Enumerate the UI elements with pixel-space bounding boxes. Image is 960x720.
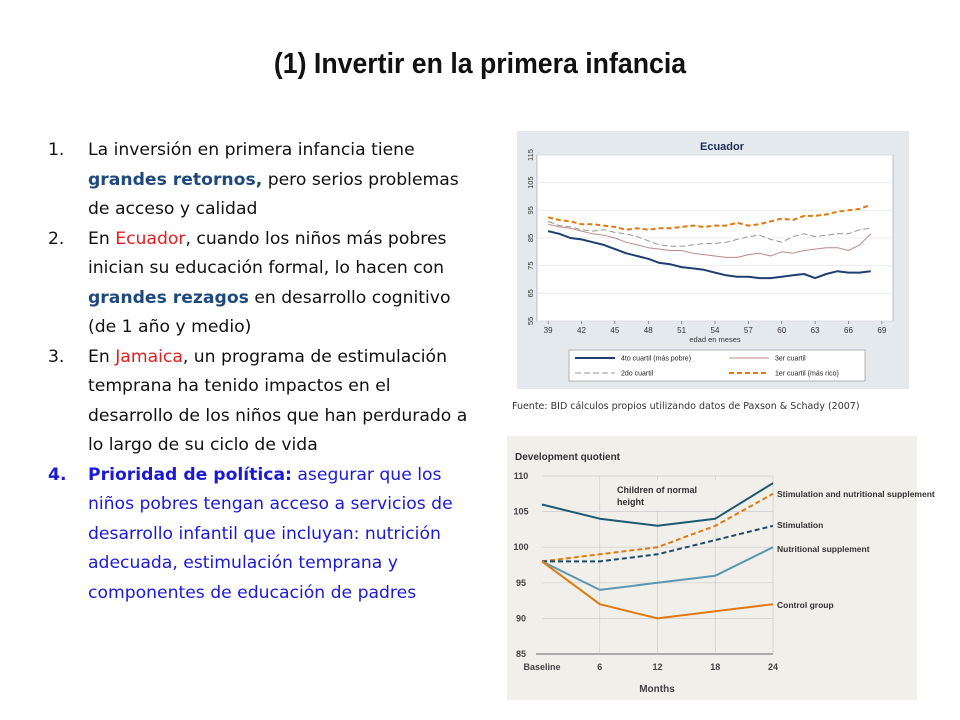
x-tick-label: 48 (643, 326, 653, 335)
x-tick-label: Baseline (523, 662, 561, 672)
x-tick-label: 12 (652, 662, 663, 672)
bullet-text: La inversión en primera infancia tiene (88, 140, 415, 160)
legend-label: 4to cuartil (más pobre) (621, 355, 692, 363)
legend-label: 1er cuartil (más rico) (775, 370, 839, 378)
bullet-text: en desarrollo cognitivo (de 1 año y medio) (88, 287, 451, 337)
chart-background (507, 436, 917, 700)
series-label: Stimulation (777, 520, 824, 530)
y-tick-label: 105 (525, 176, 535, 189)
bullet-item (48, 136, 478, 225)
x-tick-label: 51 (677, 326, 687, 335)
y-tick-label: 55 (525, 316, 535, 326)
legend-label: 3er cuartil (775, 355, 806, 363)
bullet-number: 1. (48, 140, 65, 160)
bullet-number: 4. (48, 464, 67, 485)
x-tick-label: 63 (810, 326, 820, 335)
y-tick-label: 105 (513, 506, 529, 517)
bullet-text: Prioridad de política: (88, 464, 292, 485)
y-tick-label: 65 (525, 289, 535, 298)
bullet-text: Ecuador (115, 228, 186, 249)
bullet-text: En (88, 346, 116, 367)
series-label: Nutritional supplement (777, 544, 870, 554)
bullet-item (48, 225, 478, 343)
x-tick-label: 60 (777, 326, 787, 335)
y-tick-label: 90 (515, 613, 527, 624)
bullet-text: grandes retornos, (88, 169, 263, 190)
bullet-text: grandes rezagos (88, 287, 249, 308)
x-tick-label: 69 (877, 326, 887, 335)
x-tick-label: 24 (767, 662, 779, 672)
y-tick-label: 115 (525, 149, 535, 161)
source-note: Fuente: BID cálculos propios utilizando datos de Paxson & Schady (2007) (512, 401, 860, 412)
y-axis-label: Development quotient (515, 452, 621, 463)
x-tick-label: 39 (543, 326, 553, 335)
jamaica-chart (507, 436, 935, 700)
x-axis-label: edad en meses (689, 335, 741, 344)
x-tick-label: 45 (610, 326, 620, 335)
bullet-item (48, 461, 478, 609)
y-tick-label: 110 (513, 471, 529, 481)
x-tick-label: 66 (844, 326, 853, 335)
x-tick-label: 54 (710, 326, 720, 335)
legend-label: 2do cuartil (621, 370, 654, 378)
bullet-number: 2. (48, 228, 65, 249)
bullet-text: En (88, 228, 116, 249)
bullet-text: Jamaica (115, 346, 183, 367)
bullet-text: , un programa de estimulación temprana ha tenido impactos en el desarrollo de los niños que han perdurado a lo largo de su ciclo de vida (88, 346, 468, 455)
x-tick-label: 57 (743, 326, 753, 335)
y-tick-label: 85 (515, 649, 527, 659)
bullet-list (48, 136, 478, 608)
chart-title: Ecuador (699, 141, 745, 153)
series-label: Stimulation and nutritional supplement (777, 489, 935, 499)
x-axis-label: Months (639, 684, 675, 695)
y-tick-label: 75 (525, 261, 535, 270)
bullet-item (48, 343, 478, 461)
bullet-text: pero serios problemas de acceso y calidad (88, 169, 459, 219)
ecuador-chart (517, 131, 909, 389)
x-tick-label: 18 (710, 662, 721, 672)
x-tick-label: 6 (597, 662, 603, 672)
x-tick-label: 42 (577, 326, 586, 335)
annotation-line: height (617, 497, 644, 507)
slide-title: (1) Invertir en la primera infancia (273, 48, 687, 80)
bullet-number: 3. (48, 346, 65, 367)
bullet-text: , cuando los niños más pobres inician su educación formal, lo hacen con (88, 228, 447, 278)
bullet-text: asegurar que los niños pobres tengan acceso a servicios de desarrollo infantil que incluyan: nutrición adecuada, estimulación temprana y componentes de educación de padres (88, 464, 453, 603)
y-tick-label: 100 (513, 542, 529, 553)
series-label: Control group (777, 600, 834, 610)
annotation-line: Children of normal (617, 485, 698, 495)
y-tick-label: 95 (515, 577, 527, 588)
y-tick-label: 95 (525, 206, 535, 215)
y-tick-label: 85 (525, 233, 535, 243)
